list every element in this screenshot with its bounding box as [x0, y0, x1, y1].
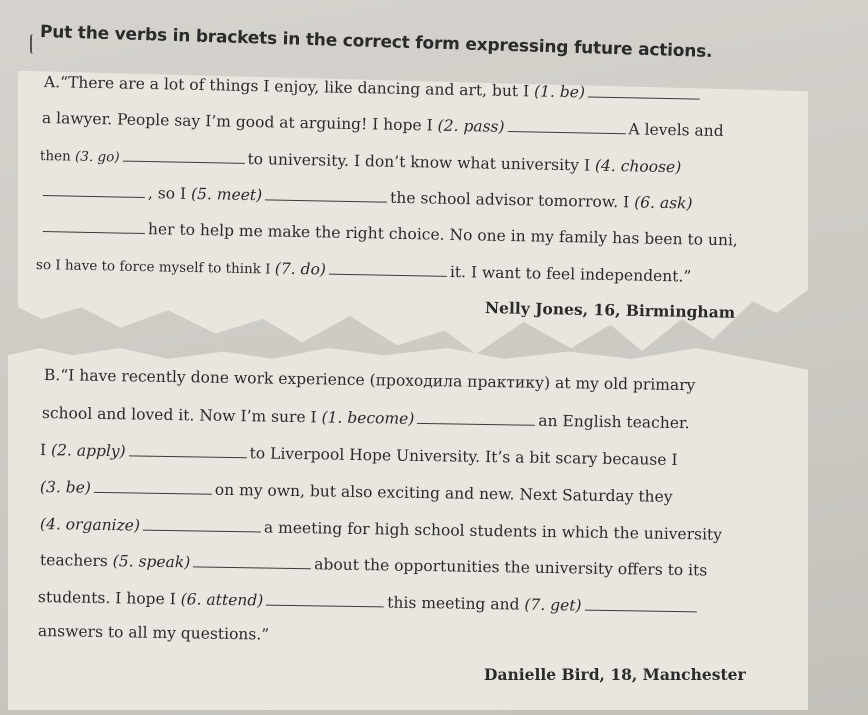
answer-blank-a7[interactable] — [329, 260, 447, 277]
answer-blank-a4[interactable] — [43, 181, 145, 198]
signature-a: Nelly Jones, 16, Birmingham — [484, 298, 736, 322]
a-line-6: so I have to force myself to think I (7. do) it. I want to feel independent.” — [35, 257, 692, 286]
b-line-3: I (2. apply) to Liverpool Hope University. It’s a bit scary because I — [39, 441, 678, 470]
answer-blank-b3[interactable] — [94, 478, 212, 495]
answer-blank-b6[interactable] — [266, 591, 384, 608]
section-b-label: B. — [43, 366, 61, 385]
a-line-4: , so I (5. meet) the school advisor tomorrow. I (6. ask) — [40, 181, 693, 213]
answer-blank-b2[interactable] — [129, 441, 247, 458]
section-a-label: A. — [43, 73, 61, 92]
b-line-7: students. I hope I (6. attend) this meeting and (7. get) — [38, 587, 700, 616]
exercise-instruction: Put the verbs in brackets in the correct form expressing future actions. — [39, 22, 713, 62]
b-line-8: answers to all my questions.” — [37, 622, 270, 644]
answer-blank-a3[interactable] — [122, 147, 244, 164]
b-line-5: (4. organize) a meeting for high school students in which the university — [39, 515, 723, 544]
b-line-4: (3. be) on my own, but also exciting and new. Next Saturday they — [39, 478, 673, 506]
signature-b: Danielle Bird, 18, Manchester — [484, 665, 746, 684]
answer-blank-b5[interactable] — [193, 552, 311, 569]
a-line-1: A.“There are a lot of things I enjoy, like dancing and art, but I (1. be) — [44, 72, 703, 104]
a-line-3: then (3. go) to university. I don’t know what university I (4. choose) — [39, 148, 682, 177]
b-line-1: B.“I have recently done work experience (проходила практику) at my old primary — [43, 366, 696, 395]
a-line-5: her to help me make the right choice. No one in my family has been to uni, — [40, 217, 738, 249]
answer-blank-a6[interactable] — [43, 217, 145, 234]
answer-blank-b7[interactable] — [584, 596, 696, 613]
b-line-6: teachers (5. speak) about the opportunities the university offers to its — [39, 551, 708, 580]
answer-blank-a2[interactable] — [507, 117, 625, 134]
b-line-2: school and loved it. Now I’m sure I (1. become) an English teacher. — [41, 404, 690, 433]
answer-blank-a1[interactable] — [588, 82, 700, 99]
answer-blank-b4[interactable] — [143, 516, 261, 533]
answer-blank-a5[interactable] — [265, 185, 387, 202]
a-line-2: a lawyer. People say I’m good at arguing! I hope I (2. pass) A levels and — [41, 109, 724, 141]
answer-blank-b1[interactable] — [417, 409, 535, 426]
